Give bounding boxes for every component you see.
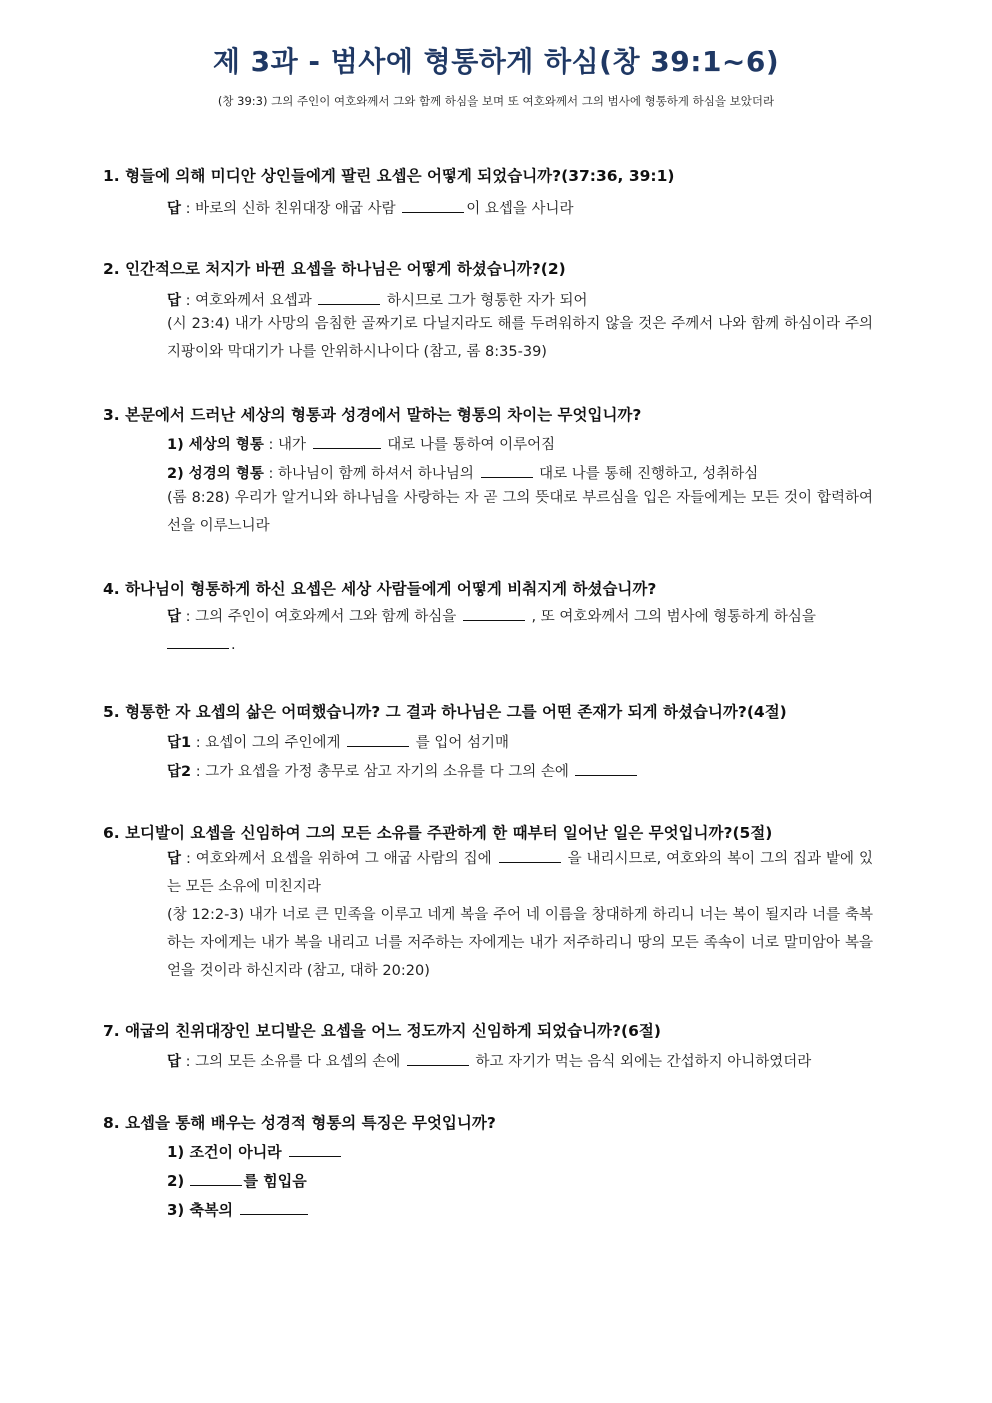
answer-blank[interactable] xyxy=(167,636,229,649)
question-8: 8. 요셉을 통해 배우는 성경적 형통의 특징은 무엇입니까? xyxy=(103,1114,496,1132)
question-6: 6. 보디발이 요셉을 신임하여 그의 모든 소유를 주관하게 한 때부터 일어난 일은 무엇입니까?(5절) xyxy=(103,824,773,842)
answer-blank[interactable] xyxy=(313,436,381,449)
answer-7 xyxy=(167,1050,873,1071)
answer-blank[interactable] xyxy=(407,1053,469,1066)
answer-6 xyxy=(167,845,873,901)
answer-text: : 요셉이 그의 주인에게 xyxy=(191,735,346,751)
item-label: 1) 세상의 형통 xyxy=(167,437,264,453)
key-verse: (창 39:3) 그의 주인이 여호와께서 그와 함께 하심을 보며 또 여호와께서 그의 범사에 형통하게 하심을 보았더라 xyxy=(217,94,775,108)
answer-text: : 하나님이 함께 하셔서 하나님의 xyxy=(263,466,479,482)
question-3: 3. 본문에서 드러난 세상의 형통과 성경에서 말하는 형통의 차이는 무엇입니까? xyxy=(103,406,642,424)
answer-text: : 바로의 신하 친위대장 애굽 사람 xyxy=(181,201,401,217)
reference-verse-6: (창 12:2-3) 내가 너로 큰 민족을 이루고 네게 복을 주어 네 이름을 창대하게 하리니 너는 복이 될지라 너를 축복하는 자에게는 내가 복을 내리고 너를 저주하는 자에게는 내가 저주하리니 땅의 모든 족속이 너로 말미암아 복을 얻을 것이라 하신지라 (참고, 대하 20:20) xyxy=(167,907,873,979)
answer-blank[interactable] xyxy=(318,292,380,305)
answer-text: : 그가 요셉을 가정 총무로 삼고 자기의 소유를 다 그의 손에 xyxy=(191,764,574,780)
answer-5-2 xyxy=(167,760,873,781)
question-2: 2. 인간적으로 처지가 바뀐 요셉을 하나님은 어떻게 하셨습니까?(2) xyxy=(103,260,566,278)
answer-blank[interactable] xyxy=(289,1144,341,1157)
answer-blank[interactable] xyxy=(481,465,533,478)
answer-3-item-2 xyxy=(167,462,873,483)
answer-label: 답 xyxy=(167,851,182,867)
answer-4 xyxy=(167,603,873,659)
answer-5-1 xyxy=(167,731,873,752)
answer-text: , 또 여호와께서 그의 범사에 형통하게 하심을 xyxy=(526,609,816,625)
answer-blank[interactable] xyxy=(499,850,561,863)
answer-blank[interactable] xyxy=(190,1173,242,1186)
answer-label: 답 xyxy=(167,1054,182,1070)
answer-text: : 그의 주인이 여호와께서 그와 함께 하심을 xyxy=(181,609,461,625)
answer-blank[interactable] xyxy=(240,1202,308,1215)
answer-text: 를 입어 섬기매 xyxy=(411,735,509,751)
answer-text: . xyxy=(231,637,236,653)
item-text: 2) xyxy=(167,1172,190,1190)
answer-text: : 그의 모든 소유를 다 요셉의 손에 xyxy=(181,1054,405,1070)
answer-text: 하고 자기가 먹는 음식 외에는 간섭하지 아니하였더라 xyxy=(470,1054,812,1070)
answer-text: 이 요셉을 사니라 xyxy=(466,201,574,217)
item-text: 를 힘입음 xyxy=(243,1172,307,1190)
answer-text: 하시므로 그가 형통한 자가 되어 xyxy=(382,293,588,309)
answer-blank[interactable] xyxy=(575,763,637,776)
answer-blank[interactable] xyxy=(463,608,525,621)
answer-1 xyxy=(167,197,873,218)
answer-text: 을 내리시므로, 여호와의 복이 그의 집과 밭에 있는 모든 소유에 미친지라 xyxy=(167,851,873,895)
page-title: 제 3과 - 범사에 형통하게 하심(창 39:1~6) xyxy=(212,45,780,78)
item-text: 3) 축복의 xyxy=(167,1201,239,1219)
reference-verse-3: (롬 8:28) 우리가 알거니와 하나님을 사랑하는 자 곧 그의 뜻대로 부르심을 입은 자들에게는 모든 것이 합력하여 선을 이루느니라 xyxy=(167,490,873,534)
answer-2 xyxy=(167,289,873,310)
answer-text: : 여호와께서 요셉과 xyxy=(181,293,317,309)
answer-8-item-1 xyxy=(167,1141,343,1162)
answer-blank[interactable] xyxy=(347,734,409,747)
answer-3-item-1 xyxy=(167,433,873,454)
answer-label: 답 xyxy=(167,609,182,625)
answer-text: : 내가 xyxy=(263,437,311,453)
answer-8-item-2 xyxy=(167,1170,307,1191)
answer-label: 답2 xyxy=(167,764,192,780)
item-text: 1) 조건이 아니라 xyxy=(167,1143,287,1161)
question-5: 5. 형통한 자 요셉의 삶은 어떠했습니까? 그 결과 하나님은 그를 어떤 존재가 되게 하셨습니까?(4절) xyxy=(103,703,787,721)
answer-text: : 여호와께서 요셉을 위하여 그 애굽 사람의 집에 xyxy=(181,851,497,867)
reference-verse-2: (시 23:4) 내가 사망의 음침한 골짜기로 다닐지라도 해를 두려워하지 않을 것은 주께서 나와 함께 하심이라 주의 지팡이와 막대기가 나를 안위하시나이다 (참고, 롬 8:35-39) xyxy=(167,316,873,360)
item-label: 2) 성경의 형통 xyxy=(167,466,264,482)
answer-text: 대로 나를 통하여 이루어짐 xyxy=(382,437,556,453)
answer-label: 답1 xyxy=(167,735,192,751)
answer-8-item-3 xyxy=(167,1199,310,1220)
question-1: 1. 형들에 의해 미디안 상인들에게 팔린 요셉은 어떻게 되었습니까?(37:36, 39:1) xyxy=(103,167,675,185)
answer-label: 답 xyxy=(167,293,182,309)
question-7: 7. 애굽의 친위대장인 보디발은 요셉을 어느 정도까지 신임하게 되었습니까?(6절) xyxy=(103,1022,661,1040)
answer-label: 답 xyxy=(167,201,182,217)
answer-text: 대로 나를 통해 진행하고, 성취하심 xyxy=(534,466,759,482)
question-4: 4. 하나님이 형통하게 하신 요셉은 세상 사람들에게 어떻게 비춰지게 하셨습니까? xyxy=(103,580,657,598)
answer-blank[interactable] xyxy=(402,200,464,213)
